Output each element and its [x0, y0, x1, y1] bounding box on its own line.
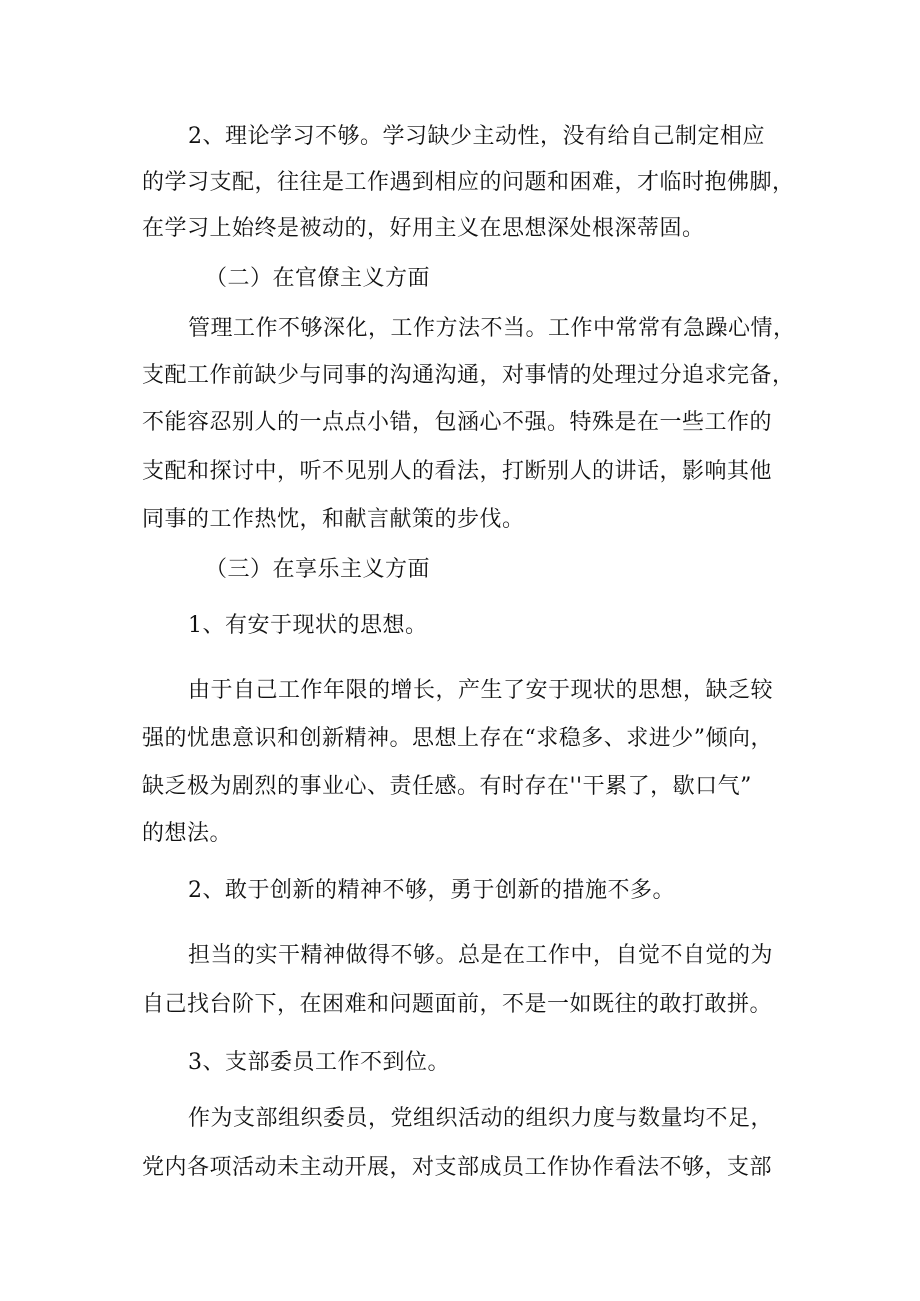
paragraph-line: 作为支部组织委员，党组织活动的组织力度与数量均不足， [188, 1106, 774, 1131]
paragraph-line: 担当的实干精神做得不够。总是在工作中，自觉不自觉的为 [188, 943, 774, 968]
paragraph-line: 管理工作不够深化，工作方法不当。工作中常常有急躁心情， [188, 316, 796, 341]
subheading-line: 2、敢于创新的精神不够，勇于创新的措施不多。 [188, 878, 675, 903]
paragraph-line: 的学习支配，往往是工作遇到相应的问题和困难，才临时抱佛脚， [142, 170, 795, 195]
subheading-line: 1、有安于现状的思想。 [188, 613, 428, 638]
subheading-line: 3、支部委员工作不到位。 [188, 1050, 450, 1075]
paragraph-line: 党内各项活动未主动开展，对支部成员工作协作看法不够，支部 [142, 1155, 773, 1180]
paragraph-line: 支配和探讨中，听不见别人的看法，打断别人的讲话，影响其他 [142, 459, 773, 484]
paragraph-line: 在学习上始终是被动的，好用主义在思想深处根深蒂固。 [142, 216, 705, 241]
paragraph-line: 由于自己工作年限的增长，产生了安于现状的思想，缺乏较 [188, 678, 774, 703]
section-heading: （三）在享乐主义方面 [205, 557, 431, 582]
section-heading: （二）在官僚主义方面 [205, 266, 431, 291]
paragraph-line: 强的忧患意识和创新精神。思想上存在“求稳多、求进少”倾向， [142, 726, 773, 751]
paragraph-line: 不能容忍别人的一点点小错，包涵心不强。特殊是在一些工作的 [142, 410, 773, 435]
paragraph-line: 支配工作前缺少与同事的沟通沟通，对事情的处理过分追求完备， [142, 363, 795, 388]
paragraph-line: 的想法。 [142, 821, 233, 846]
paragraph-line: 2、理论学习不够。学习缺少主动性，没有给自己制定相应 [188, 124, 765, 149]
paragraph-line: 同事的工作热忱，和献言献策的步伐。 [142, 507, 525, 532]
paragraph-line: 自己找台阶下，在困难和问题面前，不是一如既往的敢打敢拼。 [142, 992, 773, 1017]
paragraph-line: 缺乏极为剧烈的事业心、责任感。有时存在''干累了，歇口气” [142, 774, 752, 799]
